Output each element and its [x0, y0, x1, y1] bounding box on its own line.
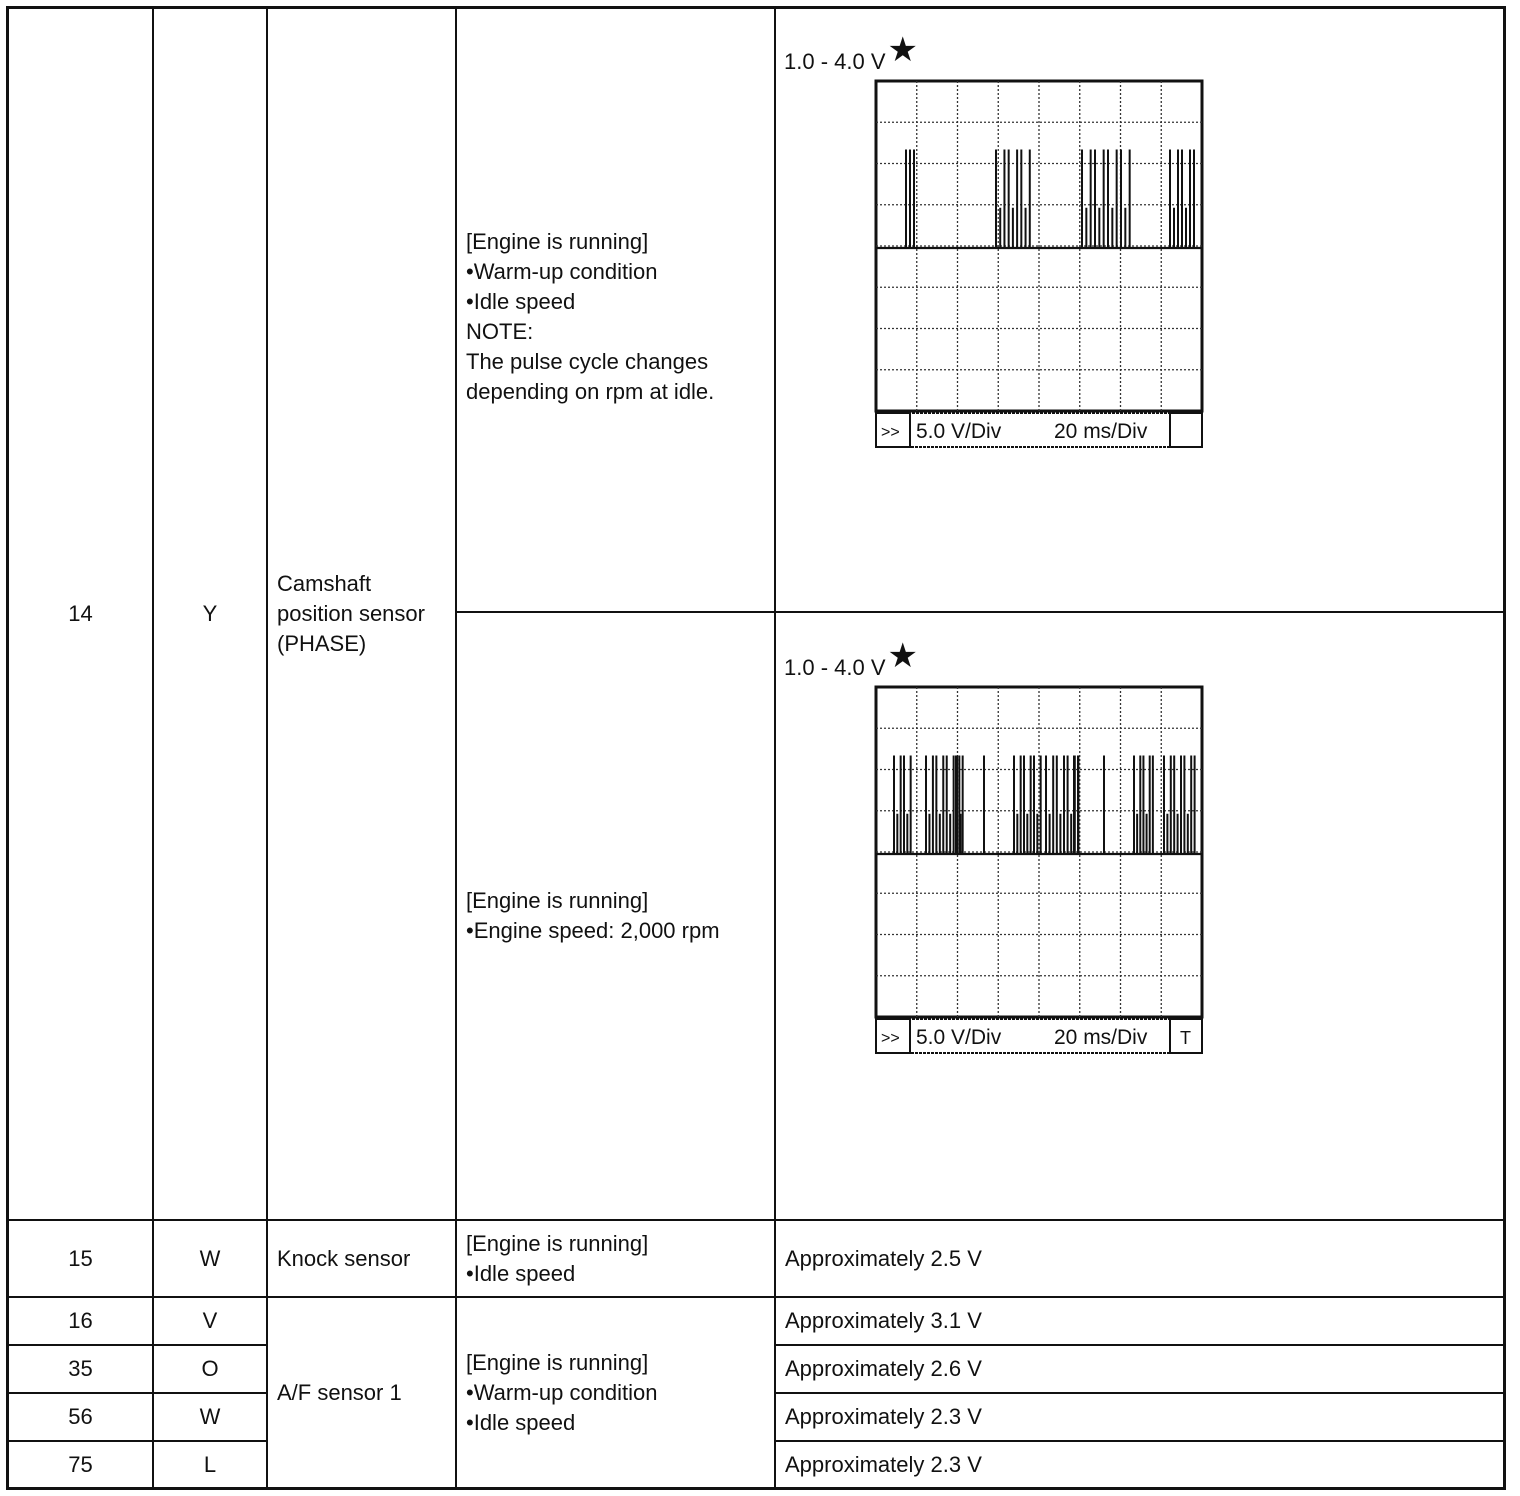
scope-time-div: 20 ms/Div: [1054, 420, 1148, 443]
camshaft-wire-color: Y: [202, 601, 218, 626]
oscilloscope-2000rpm: [874, 685, 1214, 1055]
af-value: Approximately 3.1 V: [785, 1308, 982, 1333]
star-icon: ★: [887, 637, 918, 675]
condition-line: •Warm-up condition: [466, 1379, 658, 1405]
af-wire-color: V: [202, 1308, 218, 1333]
condition-line: •Idle speed: [466, 1260, 576, 1286]
camshaft-2000rpm-voltage: [784, 639, 918, 681]
camshaft-2000rpm-waveform-cell: [776, 613, 1506, 1219]
scope-volts-div: 5.0 V/Div: [916, 420, 1002, 443]
af-terminal: 16: [68, 1308, 93, 1333]
af-condition: [457, 1298, 774, 1487]
camshaft-terminal: 14: [68, 601, 93, 626]
scope-volts-div: 5.0 V/Div: [916, 1026, 1002, 1049]
scope-mode-label: >>: [881, 424, 900, 441]
camshaft-2000rpm-condition: [457, 613, 774, 1219]
voltage-text: 1.0 - 4.0 V: [784, 655, 886, 680]
condition-line: •Idle speed: [466, 289, 576, 314]
scope-trigger-label: T: [1180, 1028, 1191, 1048]
scope-mode-label: >>: [881, 1030, 900, 1047]
camshaft-item: [268, 9, 455, 1219]
af-terminal: 56: [68, 1404, 93, 1429]
oscilloscope-idle: [874, 79, 1214, 449]
condition-line: [Engine is running]: [466, 888, 649, 913]
af-wire-color: L: [203, 1451, 217, 1477]
condition-line: depending on rpm at idle.: [466, 379, 715, 404]
condition-line: •Idle speed: [466, 1409, 576, 1435]
condition-line: NOTE:: [466, 319, 534, 344]
af-wire-color: W: [199, 1404, 221, 1429]
condition-line: [Engine is running]: [466, 229, 649, 254]
condition-line: The pulse cycle changes: [466, 349, 709, 374]
condition-line: [Engine is running]: [466, 1349, 649, 1375]
camshaft-item-line: Camshaft: [277, 571, 372, 596]
camshaft-item-line: (PHASE): [277, 631, 367, 656]
knock-condition: [457, 1221, 774, 1296]
scope-time-div: 20 ms/Div: [1054, 1026, 1148, 1049]
af-wire-color: O: [201, 1356, 219, 1381]
camshaft-idle-waveform-cell: [776, 9, 1506, 611]
condition-line: [Engine is running]: [466, 1230, 649, 1256]
condition-line: •Engine speed: 2,000 rpm: [466, 918, 720, 943]
af-value: Approximately 2.6 V: [785, 1356, 982, 1381]
knock-item: Knock sensor: [277, 1245, 411, 1271]
camshaft-idle-voltage: [784, 33, 918, 75]
af-terminal: 75: [68, 1451, 93, 1477]
af-item: A/F sensor 1: [277, 1379, 402, 1405]
camshaft-idle-condition: [457, 9, 774, 611]
star-icon: ★: [887, 31, 918, 69]
knock-terminal: 15: [68, 1245, 93, 1271]
condition-line: •Warm-up condition: [466, 259, 658, 284]
camshaft-item-line: position sensor: [277, 601, 425, 626]
af-value: Approximately 2.3 V: [785, 1451, 982, 1477]
voltage-text: 1.0 - 4.0 V: [784, 49, 886, 74]
af-value: Approximately 2.3 V: [785, 1404, 982, 1429]
knock-wire-color: W: [199, 1245, 221, 1271]
af-terminal: 35: [68, 1356, 93, 1381]
knock-value: Approximately 2.5 V: [785, 1245, 982, 1271]
